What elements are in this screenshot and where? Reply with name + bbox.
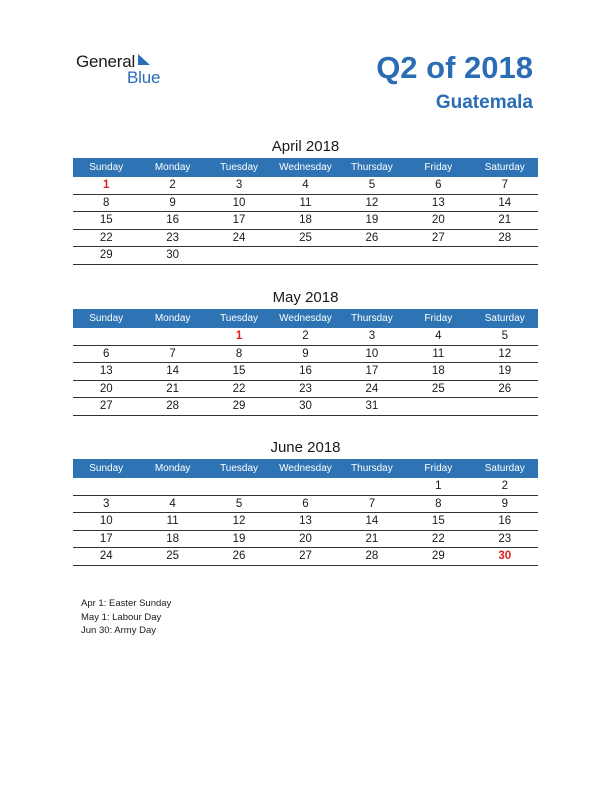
weekday-header: Wednesday xyxy=(272,158,338,177)
month-grid xyxy=(73,459,538,566)
week-row xyxy=(73,530,538,548)
day-cell: 27 xyxy=(405,229,471,247)
empty-day-cell xyxy=(339,478,405,495)
day-cell: 11 xyxy=(272,194,338,212)
weekday-header: Monday xyxy=(139,309,205,328)
day-cell: 26 xyxy=(206,548,272,566)
day-cell: 13 xyxy=(272,513,338,531)
weekday-header: Sunday xyxy=(73,309,139,328)
day-cell: 9 xyxy=(139,194,205,212)
day-cell: 22 xyxy=(405,530,471,548)
weekday-header: Wednesday xyxy=(272,459,338,478)
week-row xyxy=(73,513,538,531)
day-cell: 25 xyxy=(405,380,471,398)
day-cell: 15 xyxy=(206,363,272,381)
holiday-note: Jun 30: Army Day xyxy=(81,625,156,636)
weekday-header: Friday xyxy=(405,309,471,328)
day-cell: 11 xyxy=(405,345,471,363)
weekday-header: Saturday xyxy=(472,459,538,478)
day-cell: 20 xyxy=(73,380,139,398)
day-cell: 12 xyxy=(472,345,538,363)
day-cell: 30 xyxy=(272,398,338,416)
week-row xyxy=(73,363,538,381)
day-cell: 30 xyxy=(472,548,538,566)
day-cell: 21 xyxy=(139,380,205,398)
empty-day-cell xyxy=(139,328,205,345)
weekday-header-row xyxy=(73,158,538,177)
page-title: Q2 of 2018 xyxy=(376,50,533,85)
day-cell: 31 xyxy=(339,398,405,416)
empty-day-cell xyxy=(272,478,338,495)
day-cell: 29 xyxy=(206,398,272,416)
week-row xyxy=(73,328,538,345)
weekday-header: Tuesday xyxy=(206,459,272,478)
day-cell: 22 xyxy=(206,380,272,398)
logo-word-general: General xyxy=(76,52,136,71)
day-cell: 27 xyxy=(272,548,338,566)
day-cell: 12 xyxy=(206,513,272,531)
day-cell: 8 xyxy=(206,345,272,363)
day-cell: 29 xyxy=(73,247,139,265)
week-row xyxy=(73,247,538,265)
month-calendar xyxy=(73,437,538,566)
day-cell: 1 xyxy=(206,328,272,345)
day-cell: 16 xyxy=(272,363,338,381)
day-cell: 4 xyxy=(405,328,471,345)
month-grid xyxy=(73,158,538,265)
day-cell: 18 xyxy=(405,363,471,381)
holiday-notes xyxy=(81,597,171,638)
day-cell: 26 xyxy=(339,229,405,247)
month-title: May 2018 xyxy=(272,289,339,306)
day-cell: 5 xyxy=(206,495,272,513)
weekday-header: Tuesday xyxy=(206,309,272,328)
day-cell: 6 xyxy=(272,495,338,513)
day-cell: 7 xyxy=(339,495,405,513)
day-cell: 11 xyxy=(139,513,205,531)
day-cell: 10 xyxy=(339,345,405,363)
weekday-header: Thursday xyxy=(339,158,405,177)
day-cell: 23 xyxy=(139,229,205,247)
day-cell: 23 xyxy=(272,380,338,398)
day-cell: 8 xyxy=(73,194,139,212)
day-cell: 3 xyxy=(206,177,272,194)
month-calendar xyxy=(73,136,538,265)
day-cell: 2 xyxy=(139,177,205,194)
day-cell: 12 xyxy=(339,194,405,212)
weekday-header: Friday xyxy=(405,459,471,478)
day-cell: 17 xyxy=(73,530,139,548)
day-cell: 9 xyxy=(272,345,338,363)
week-row xyxy=(73,398,538,416)
day-cell: 1 xyxy=(405,478,471,495)
weekday-header: Thursday xyxy=(339,459,405,478)
empty-day-cell xyxy=(339,247,405,265)
day-cell: 21 xyxy=(339,530,405,548)
day-cell: 28 xyxy=(339,548,405,566)
empty-day-cell xyxy=(405,247,471,265)
day-cell: 28 xyxy=(139,398,205,416)
day-cell: 3 xyxy=(73,495,139,513)
day-cell: 25 xyxy=(139,548,205,566)
month-calendar xyxy=(73,287,538,416)
weekday-header: Monday xyxy=(139,459,205,478)
country-name: Guatemala xyxy=(435,92,533,113)
weekday-header: Saturday xyxy=(472,309,538,328)
day-cell: 19 xyxy=(339,212,405,230)
day-cell: 22 xyxy=(73,229,139,247)
day-cell: 19 xyxy=(206,530,272,548)
day-cell: 30 xyxy=(139,247,205,265)
holiday-note: Apr 1: Easter Sunday xyxy=(81,598,172,609)
day-cell: 4 xyxy=(139,495,205,513)
day-cell: 28 xyxy=(472,229,538,247)
day-cell: 9 xyxy=(472,495,538,513)
week-row xyxy=(73,194,538,212)
weekday-header: Friday xyxy=(405,158,471,177)
week-row xyxy=(73,380,538,398)
day-cell: 15 xyxy=(73,212,139,230)
weekday-header-row xyxy=(73,459,538,478)
day-cell: 23 xyxy=(472,530,538,548)
day-cell: 21 xyxy=(472,212,538,230)
logo-triangle-icon xyxy=(138,54,150,65)
day-cell: 24 xyxy=(73,548,139,566)
month-title: April 2018 xyxy=(271,138,340,155)
weekday-header: Monday xyxy=(139,158,205,177)
weekday-header: Saturday xyxy=(472,158,538,177)
day-cell: 25 xyxy=(272,229,338,247)
weekday-header: Tuesday xyxy=(206,158,272,177)
month-grid xyxy=(73,309,538,416)
day-cell: 18 xyxy=(139,530,205,548)
day-cell: 7 xyxy=(472,177,538,194)
day-cell: 1 xyxy=(73,177,139,194)
day-cell: 26 xyxy=(472,380,538,398)
empty-day-cell xyxy=(73,478,139,495)
empty-day-cell xyxy=(405,398,471,416)
day-cell: 7 xyxy=(139,345,205,363)
empty-day-cell xyxy=(472,247,538,265)
day-cell: 14 xyxy=(139,363,205,381)
day-cell: 20 xyxy=(405,212,471,230)
day-cell: 29 xyxy=(405,548,471,566)
day-cell: 18 xyxy=(272,212,338,230)
week-row xyxy=(73,548,538,566)
weekday-header: Thursday xyxy=(339,309,405,328)
week-row xyxy=(73,478,538,495)
brand-logo xyxy=(76,52,176,88)
day-cell: 13 xyxy=(405,194,471,212)
empty-day-cell xyxy=(73,328,139,345)
month-title: June 2018 xyxy=(270,439,341,456)
day-cell: 5 xyxy=(472,328,538,345)
day-cell: 24 xyxy=(206,229,272,247)
day-cell: 19 xyxy=(472,363,538,381)
day-cell: 15 xyxy=(405,513,471,531)
day-cell: 6 xyxy=(405,177,471,194)
holiday-note: May 1: Labour Day xyxy=(81,611,162,623)
week-row xyxy=(73,212,538,230)
day-cell: 6 xyxy=(73,345,139,363)
day-cell: 10 xyxy=(206,194,272,212)
week-row xyxy=(73,177,538,194)
weekday-header: Sunday xyxy=(73,459,139,478)
day-cell: 14 xyxy=(339,513,405,531)
day-cell: 17 xyxy=(339,363,405,381)
weekday-header: Wednesday xyxy=(272,309,338,328)
weekday-header: Sunday xyxy=(73,158,139,177)
week-row xyxy=(73,229,538,247)
day-cell: 27 xyxy=(73,398,139,416)
day-cell: 10 xyxy=(73,513,139,531)
week-row xyxy=(73,495,538,513)
day-cell: 13 xyxy=(73,363,139,381)
day-cell: 8 xyxy=(405,495,471,513)
day-cell: 5 xyxy=(339,177,405,194)
empty-day-cell xyxy=(206,247,272,265)
day-cell: 4 xyxy=(272,177,338,194)
week-row xyxy=(73,345,538,363)
day-cell: 14 xyxy=(472,194,538,212)
day-cell: 2 xyxy=(472,478,538,495)
empty-day-cell xyxy=(272,247,338,265)
day-cell: 20 xyxy=(272,530,338,548)
day-cell: 16 xyxy=(472,513,538,531)
logo-word-blue: Blue xyxy=(127,68,161,87)
empty-day-cell xyxy=(139,478,205,495)
empty-day-cell xyxy=(472,398,538,416)
day-cell: 3 xyxy=(339,328,405,345)
day-cell: 16 xyxy=(139,212,205,230)
day-cell: 2 xyxy=(272,328,338,345)
day-cell: 17 xyxy=(206,212,272,230)
empty-day-cell xyxy=(206,478,272,495)
day-cell: 24 xyxy=(339,380,405,398)
weekday-header-row xyxy=(73,309,538,328)
